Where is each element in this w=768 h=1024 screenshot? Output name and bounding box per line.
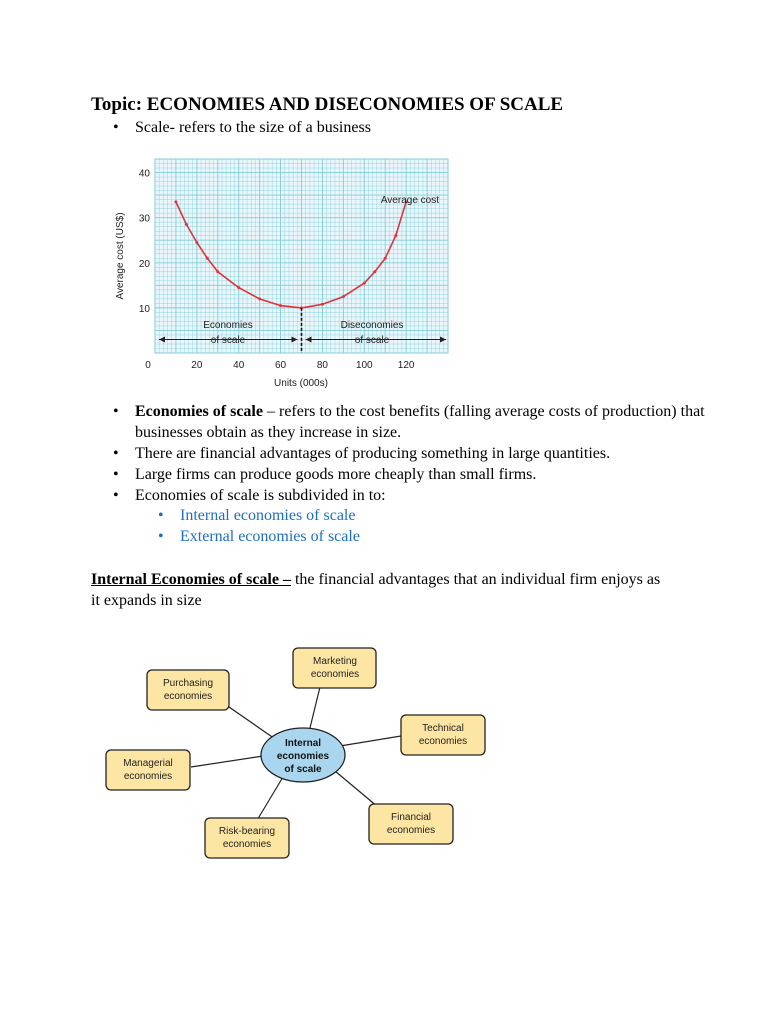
node-marketing bbox=[293, 648, 376, 688]
node-technical-line2: economies bbox=[418, 736, 468, 747]
bullet-subdivided: • Economies of scale is subdivided in to: bbox=[91, 485, 711, 506]
average-cost-point bbox=[195, 241, 198, 244]
node-managerial-line2: economies bbox=[123, 771, 173, 782]
x-tick-label: 0 bbox=[145, 360, 151, 371]
average-cost-point bbox=[321, 303, 324, 306]
connector-managerial bbox=[191, 756, 263, 767]
connector-technical bbox=[340, 736, 401, 746]
link-external-economies[interactable]: • External economies of scale bbox=[91, 526, 711, 547]
node-technical bbox=[401, 715, 485, 755]
scale-bullet-list bbox=[91, 117, 711, 138]
average-cost-point bbox=[185, 223, 188, 226]
average-cost-point bbox=[237, 286, 240, 289]
chart-y-axis-label: Average cost (US$) bbox=[115, 212, 126, 300]
node-purchasing-line1: Purchasing bbox=[162, 678, 214, 689]
y-tick-label: 40 bbox=[138, 168, 150, 180]
link-internal-economies[interactable]: • Internal economies of scale bbox=[91, 505, 711, 526]
bullet-large-firms: • Large firms can produce goods more cheaply than small firms. bbox=[91, 464, 711, 485]
internal-economies-text: the financial advantages that an individual firm enjoys as it expands in size bbox=[91, 571, 661, 609]
node-purchasing-box bbox=[147, 670, 229, 710]
x-tick-label: 80 bbox=[316, 360, 328, 371]
average-cost-point bbox=[206, 257, 209, 260]
node-financial bbox=[369, 804, 453, 844]
y-tick-label: 20 bbox=[138, 258, 150, 270]
series-label-average-cost: Average cost bbox=[380, 195, 439, 206]
node-marketing-box bbox=[293, 648, 376, 688]
connector-purchasing bbox=[229, 707, 278, 741]
node-purchasing bbox=[147, 670, 229, 710]
node-marketing-line2: economies bbox=[310, 669, 360, 680]
internal-economies-mindmap bbox=[95, 640, 495, 865]
node-financial-line2: economies bbox=[386, 825, 436, 836]
connector-risk-bearing bbox=[256, 777, 283, 822]
mindmap-center bbox=[261, 728, 345, 782]
center-label-line1: Internal bbox=[284, 738, 322, 749]
region-label-diseconomies-line2: of scale bbox=[354, 335, 390, 346]
average-cost-point bbox=[342, 295, 345, 298]
connector-financial bbox=[335, 771, 378, 807]
average-cost-point bbox=[216, 270, 219, 273]
internal-economies-paragraph bbox=[91, 569, 671, 611]
node-risk-bearing-box bbox=[205, 818, 289, 858]
average-cost-point bbox=[394, 234, 397, 237]
average-cost-point bbox=[373, 270, 376, 273]
node-risk-bearing-line2: economies bbox=[222, 839, 272, 850]
average-cost-chart bbox=[108, 150, 454, 394]
node-marketing-line1: Marketing bbox=[313, 656, 357, 667]
chart-x-axis-label: Units (000s) bbox=[274, 378, 328, 389]
y-tick-label: 30 bbox=[138, 213, 150, 225]
x-tick-label: 100 bbox=[355, 360, 373, 371]
node-purchasing-line2: economies bbox=[163, 691, 213, 702]
node-managerial bbox=[106, 750, 190, 790]
node-technical-line1: Technical bbox=[422, 723, 464, 734]
node-technical-box bbox=[401, 715, 485, 755]
node-risk-bearing-line1: Risk-bearing bbox=[218, 826, 276, 837]
average-cost-point bbox=[384, 257, 387, 260]
bullet-financial-advantages: • There are financial advantages of producing something in large quantities. bbox=[91, 443, 711, 464]
x-tick-label: 40 bbox=[233, 360, 245, 371]
node-managerial-box bbox=[106, 750, 190, 790]
page-title: Topic: ECONOMIES AND DISECONOMIES OF SCALE bbox=[91, 94, 564, 115]
subdivision-list bbox=[91, 505, 711, 547]
x-tick-label: 60 bbox=[275, 360, 287, 371]
center-label-line3: of scale bbox=[284, 764, 322, 775]
average-cost-point bbox=[258, 297, 261, 300]
average-cost-point bbox=[279, 304, 282, 307]
economies-bullet-list bbox=[91, 401, 711, 506]
bullet-economies-definition: • Economies of scale – refers to the cost benefits (falling average costs of production) that businesses obtain as they increase in size. bbox=[91, 401, 711, 443]
center-label-line2: economies bbox=[276, 751, 330, 762]
scale-definition-bullet: • Scale- refers to the size of a business bbox=[91, 117, 711, 138]
region-label-economies-line2: of scale bbox=[210, 335, 246, 346]
node-managerial-line1: Managerial bbox=[123, 758, 173, 769]
y-tick-label: 10 bbox=[138, 303, 150, 315]
region-label-diseconomies-line1: Diseconomies bbox=[340, 320, 404, 331]
node-financial-line1: Financial bbox=[390, 812, 432, 823]
internal-economies-heading: Internal Economies of scale – bbox=[91, 571, 291, 588]
node-risk-bearing bbox=[205, 818, 289, 858]
region-label-economies-line1: Economies bbox=[203, 320, 253, 331]
average-cost-point bbox=[174, 200, 177, 203]
average-cost-point bbox=[363, 282, 366, 285]
x-tick-label: 120 bbox=[397, 360, 415, 371]
x-tick-label: 20 bbox=[191, 360, 203, 371]
node-financial-box bbox=[369, 804, 453, 844]
connector-marketing bbox=[309, 687, 320, 732]
